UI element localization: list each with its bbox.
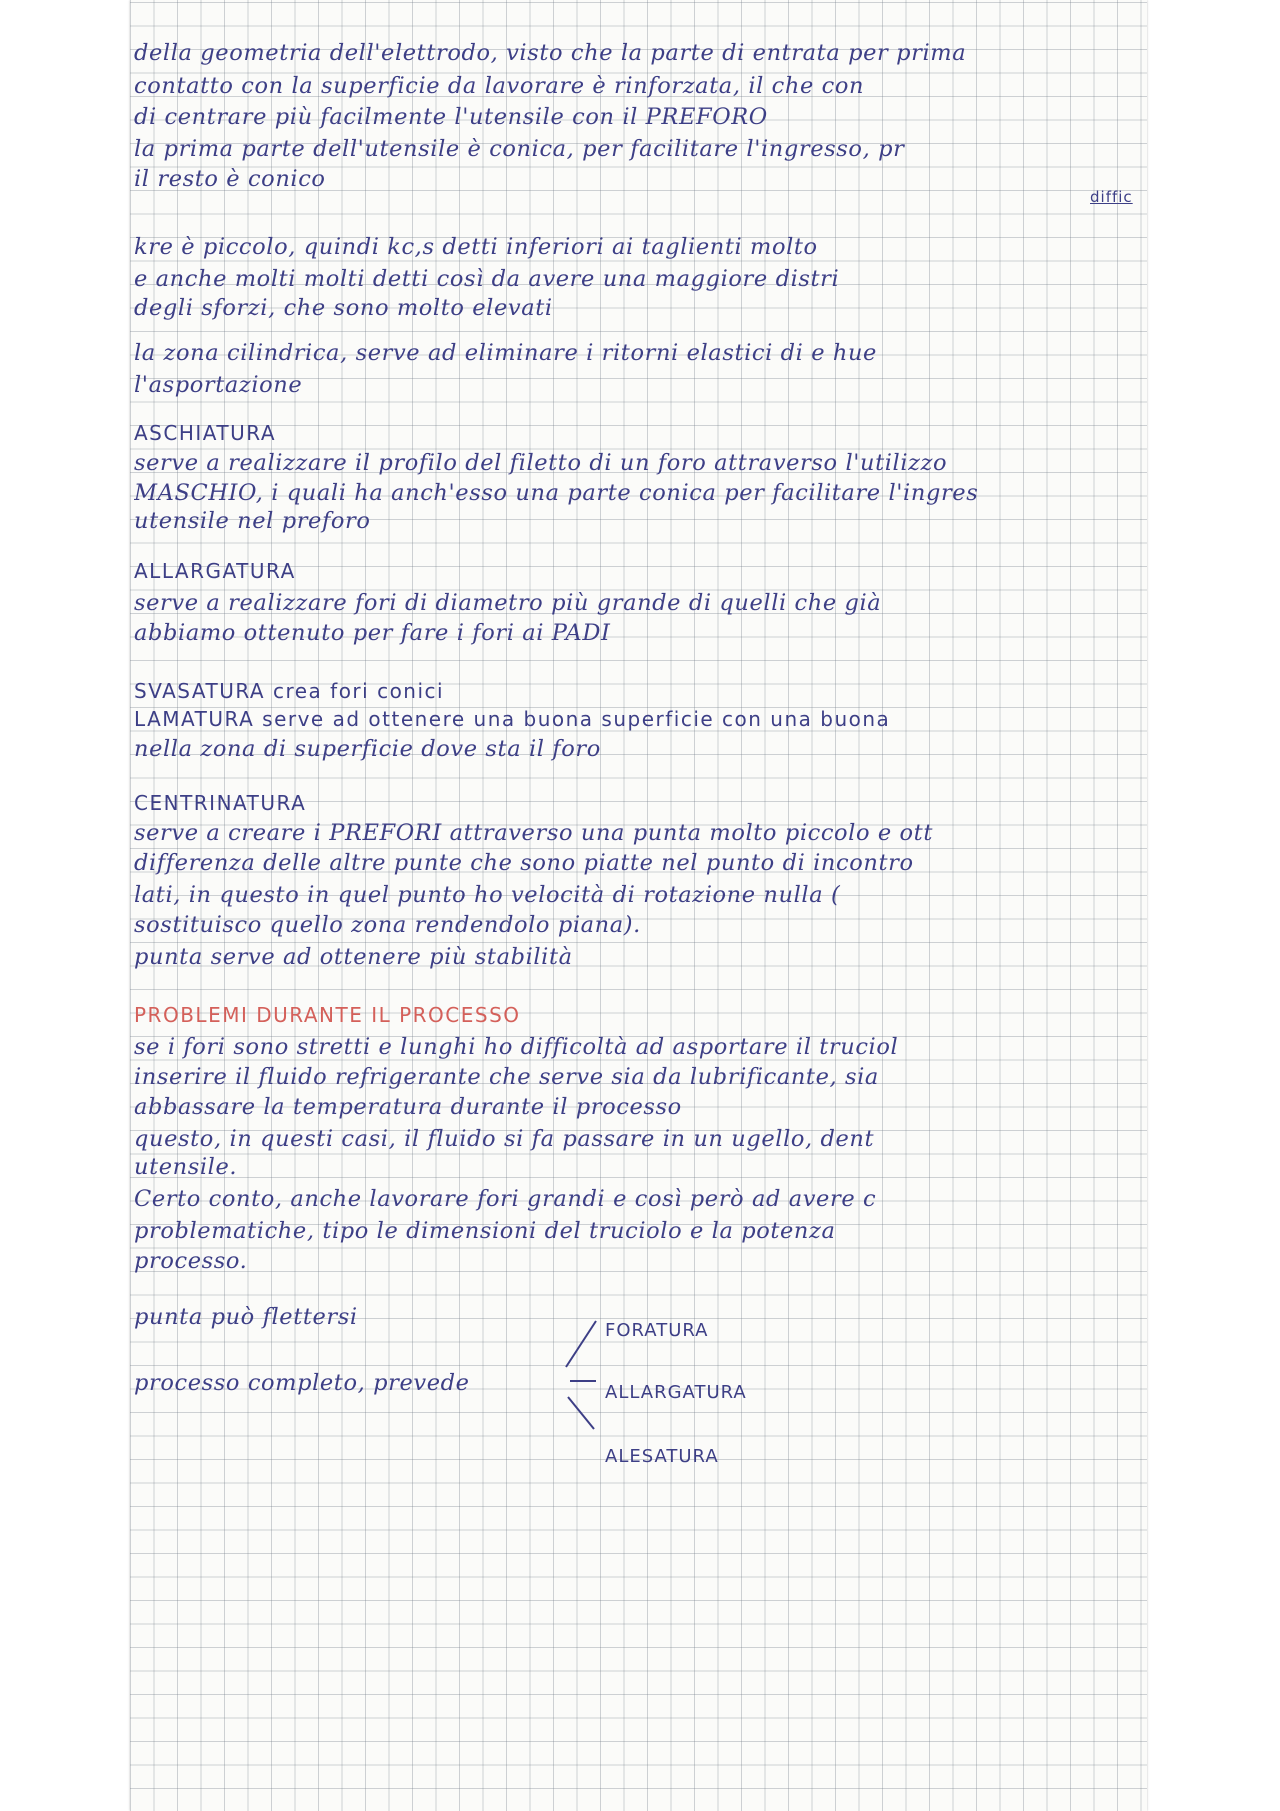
note-line: serve a realizzare il profilo del filetto di un foro attraverso l'utilizzo — [134, 450, 948, 476]
note-line: processo completo, prevede — [134, 1370, 470, 1396]
note-line: differenza delle altre punte che sono piatte nel punto di incontro — [134, 850, 914, 876]
note-line: punta serve ad ottenere più stabilità — [134, 944, 573, 970]
note-line: della geometria dell'elettrodo, visto che la parte di entrata per prima — [134, 40, 967, 66]
note-line: l'asportazione — [134, 372, 303, 398]
note-line: sostituisco quello zona rendendolo piana). — [134, 912, 641, 938]
note-line: e anche molti molti detti così da avere una maggiore distri — [134, 266, 840, 292]
note-line: utensile nel preforo — [134, 508, 371, 534]
tree-item-alesatura: ALESATURA — [605, 1446, 719, 1467]
heading-problemi: PROBLEMI DURANTE IL PROCESSO — [134, 1003, 521, 1027]
note-line: utensile. — [134, 1154, 238, 1180]
heading-allargatura: ALLARGATURA — [134, 559, 296, 583]
note-line: punta può flettersi — [134, 1304, 358, 1330]
note-line: contatto con la superficie da lavorare è rinforzata, il che con — [134, 73, 865, 99]
note-line: abbassare la temperatura durante il processo — [134, 1094, 682, 1120]
note-line: se i fori sono stretti e lunghi ho difficoltà ad asportare il truciol — [134, 1034, 899, 1060]
note-line: processo. — [134, 1248, 248, 1274]
margin-note: diffic — [1090, 188, 1133, 206]
note-line: lati, in questo in quel punto ho velocità di rotazione nulla ( — [134, 882, 841, 908]
heading-maschiatura: ASCHIATURA — [134, 421, 277, 445]
branch-bracket-icon — [560, 1315, 600, 1435]
tree-item-allargatura: ALLARGATURA — [605, 1382, 747, 1403]
note-line: la prima parte dell'utensile è conica, per facilitare l'ingresso, pr — [134, 136, 905, 162]
note-line: Certo conto, anche lavorare fori grandi e così però ad avere c — [134, 1186, 877, 1212]
note-line: il resto è conico — [134, 166, 326, 192]
note-line: abbiamo ottenuto per fare i fori ai PADI — [134, 620, 611, 646]
note-line: questo, in questi casi, il fluido si fa passare in un ugello, dent — [134, 1126, 875, 1152]
note-line: kre è piccolo, quindi kc,s detti inferiori ai taglienti molto — [134, 234, 818, 260]
note-line: inserire il fluido refrigerante che serve sia da lubrificante, sia — [134, 1064, 879, 1090]
heading-svasatura: SVASATURA crea fori conici — [134, 679, 445, 703]
tree-item-foratura: FORATURA — [605, 1320, 709, 1341]
note-line: serve a realizzare fori di diametro più grande di quelli che già — [134, 590, 882, 616]
heading-lamatura: LAMATURA serve ad ottenere una buona superficie con una buona — [134, 707, 891, 731]
note-line: MASCHIO, i quali ha anch'esso una parte conica per facilitare l'ingres — [134, 480, 979, 506]
note-line: degli sforzi, che sono molto elevati — [134, 295, 553, 321]
note-line: di centrare più facilmente l'utensile con il PREFORO — [134, 104, 768, 130]
heading-centrinatura: CENTRINATURA — [134, 791, 307, 815]
note-line: nella zona di superficie dove sta il foro — [134, 736, 601, 762]
note-line: problematiche, tipo le dimensioni del truciolo e la potenza — [134, 1218, 836, 1244]
note-line: la zona cilindrica, serve ad eliminare i ritorni elastici di e hue — [134, 340, 877, 366]
note-line: serve a creare i PREFORI attraverso una punta molto piccolo e ott — [134, 820, 933, 846]
